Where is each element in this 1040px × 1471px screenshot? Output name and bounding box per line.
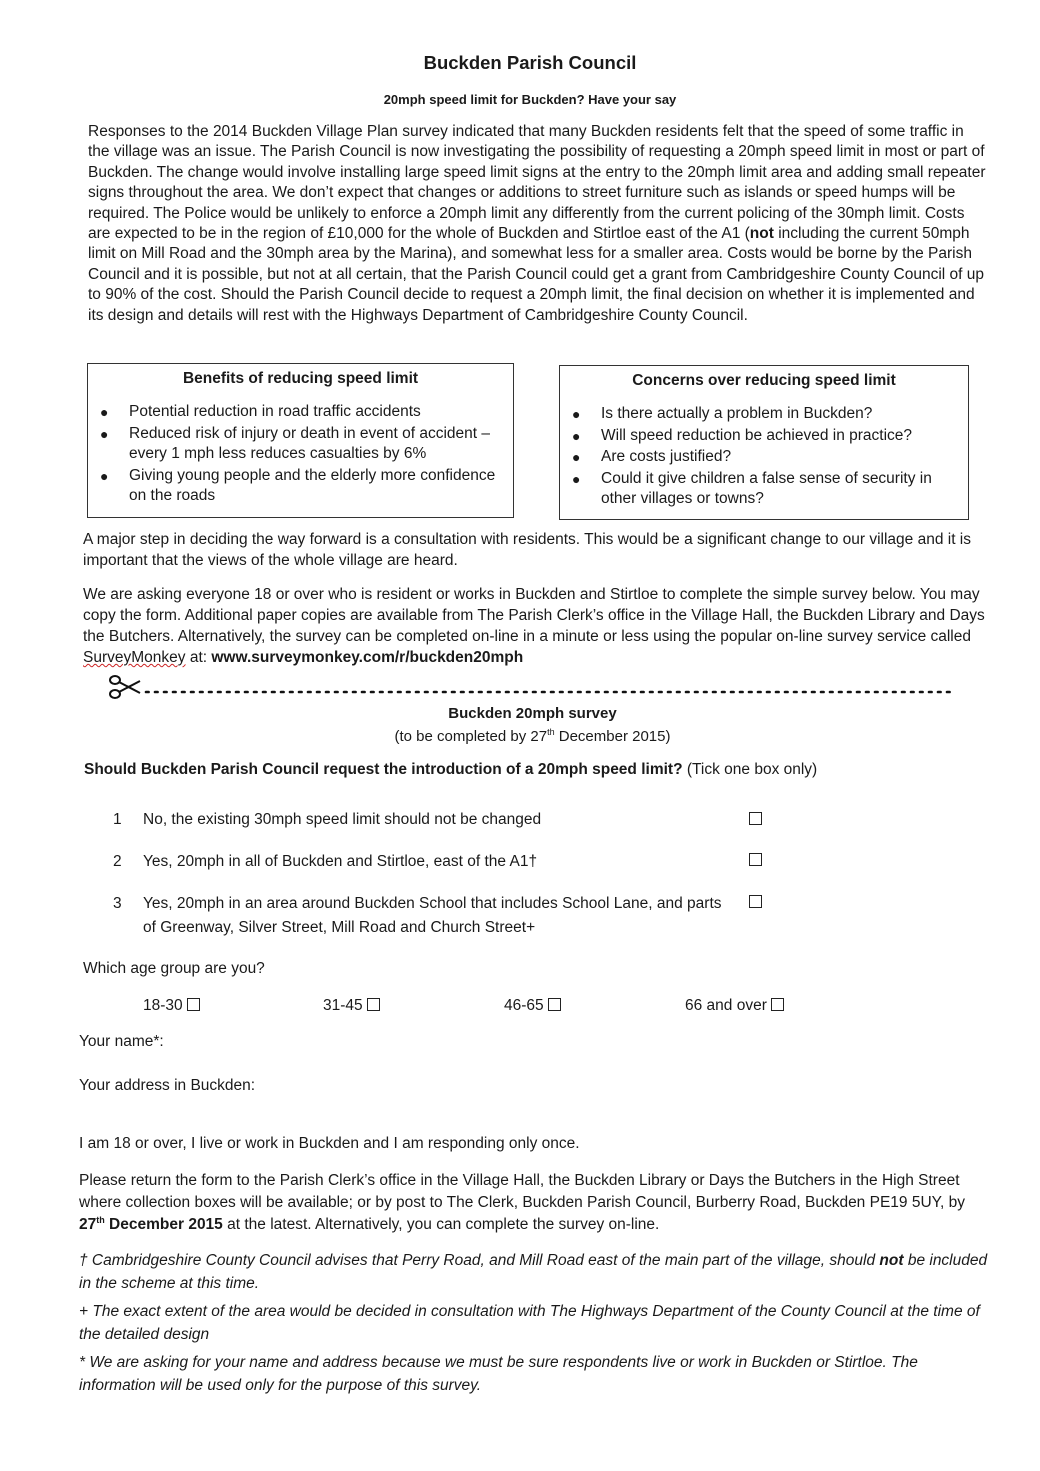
intro-paragraph: Responses to the 2014 Buckden Village Plan survey indicated that many Buckden residents felt that the speed of some traffic in the village was an issue. The Parish Council is now investigating the possibility of requesting a 20mph speed limit in most or part of Buckden. The change would involve installing large speed limit signs at the entry to the 20mph limit area and adding small repeater signs throughout the area. We don’t expect that changes or additions to street furniture such as islands or speed humps will be required. The Police would be unlikely to enforce a 20mph limit any differently from the current policing of the 30mph limit. Costs are expected to be in the region of £10,000 for the whole of Buckden and Stirtloe east of the A1 (not including the current 50mph limit on Mill Road and the 30mph area by the Marina), and somewhat less for a smaller area. Costs would be borne by the Parish Council and it is possible, but not at all certain, that the Parish Council could get a grant from Cambridgeshire County Council of up to 90% of the cost. Should the Parish Council decide to request a 20mph limit, the final decision on whether it is implemented and its design and details will rest with the Highways Department of Cambridgeshire County Council.	[88, 123, 986, 324]
survey-question: Should Buckden Parish Council request the introduction of a 20mph speed limit? (Tick one box only)	[84, 761, 818, 778]
list-item: ● Potential reduction in road traffic accidents	[129, 402, 513, 423]
age-option[interactable]: 18-30	[143, 997, 200, 1015]
bullet-icon: ●	[572, 449, 581, 465]
return-instructions: Please return the form to the Parish Clerk’s office in the Village Hall, the Buckden Library or Days the Butchers in the High Street where collection boxes will be available; or by post to The Clerk, Buckden Parish Council, Burberry Road, Buckden PE19 5UY, by 27th December 2015 at the latest. Alternatively, you can complete the survey on-line.	[79, 1172, 965, 1233]
option-3-checkbox[interactable]	[749, 895, 762, 908]
name-field-label[interactable]: Your name*:	[79, 1033, 164, 1050]
option-number: 2	[113, 853, 122, 870]
dagger-note: † Cambridgeshire County Council advises that Perry Road, and Mill Road east of the main part of the village, should not be included in the scheme at this time.	[79, 1252, 988, 1292]
benefits-box	[87, 363, 514, 518]
option-1-checkbox[interactable]	[749, 812, 762, 825]
survey-invitation-paragraph: We are asking everyone 18 or over who is resident or works in Buckden and Stirtloe to complete the simple survey below. You may copy the form. Additional paper copies are available from The Parish Clerk’s office in the Village Hall, the Buckden Library and Days the Butchers. Alternatively, the survey can be completed on-line in a minute or less using the popular on-line survey service called SurveyMonkey at: www.surveymonkey.com/r/buckden20mph	[83, 586, 985, 666]
age-31-45-checkbox[interactable]	[367, 998, 380, 1011]
survey-url[interactable]: www.surveymonkey.com/r/buckden20mph	[211, 649, 524, 666]
list-item: ● Are costs justified?	[601, 447, 968, 468]
option-number: 3	[113, 895, 122, 912]
option-text: No, the existing 30mph speed limit should not be changed	[143, 811, 542, 828]
benefits-title: Benefits of reducing speed limit	[182, 370, 419, 387]
page-title: Buckden Parish Council	[423, 52, 637, 73]
list-item: ● Giving young people and the elderly more confidence on the roads	[100, 466, 496, 504]
declaration: I am 18 or over, I live or work in Buckden and I am responding only once.	[79, 1135, 580, 1152]
plus-note: + The exact extent of the area would be decided in consultation with The Highways Department of the County Council at the time of the detailed design	[79, 1303, 980, 1343]
concerns-box	[559, 365, 969, 520]
survey-title: Buckden 20mph survey	[448, 705, 617, 722]
option-number: 1	[113, 811, 122, 828]
bullet-icon: ●	[572, 470, 581, 487]
age-18-30-checkbox[interactable]	[187, 998, 200, 1011]
list-item: ● Is there actually a problem in Buckden?	[601, 404, 968, 425]
page-subtitle: 20mph speed limit for Buckden? Have your say	[383, 92, 677, 107]
option-text: Yes, 20mph in all of Buckden and Stirtloe, east of the A1†	[143, 853, 538, 870]
service-name: SurveyMonkey	[83, 649, 186, 666]
age-option[interactable]: 46-65	[504, 997, 561, 1015]
asterisk-note: * We are asking for your name and address because we must be sure respondents live or work in Buckden or Stirtloe. The information will be used only for the purpose of this survey.	[79, 1354, 918, 1394]
age-46-65-checkbox[interactable]	[548, 998, 561, 1011]
list-item: ● Could it give children a false sense of security in other villages or towns?	[572, 469, 932, 507]
scissors-icon	[108, 672, 958, 702]
consultation-paragraph: A major step in deciding the way forward is a consultation with residents. This would be a significant change to our village and it is important that the views of the whole village are heard.	[83, 531, 972, 569]
age-option[interactable]: 66 and over	[685, 997, 784, 1015]
address-field-label[interactable]: Your address in Buckden:	[79, 1077, 256, 1094]
list-item: ● Reduced risk of injury or death in event of accident – every 1 mph less reduces casualties by 6%	[100, 424, 491, 462]
option-text: Yes, 20mph in an area around Buckden School that includes School Lane, and parts of Greenway, Silver Street, Mill Road and Church Street+	[143, 895, 722, 936]
age-question: Which age group are you?	[83, 960, 265, 977]
bullet-icon: ●	[100, 404, 109, 420]
bullet-icon: ●	[572, 406, 581, 422]
age-66-over-checkbox[interactable]	[771, 998, 784, 1011]
bullet-icon: ●	[572, 427, 581, 444]
bullet-icon: ●	[100, 467, 109, 484]
list-item: ● Will speed reduction be achieved in practice?	[601, 426, 968, 447]
bullet-icon: ●	[100, 425, 109, 442]
concerns-title: Concerns over reducing speed limit	[632, 372, 896, 389]
option-2-checkbox[interactable]	[749, 853, 762, 866]
cut-line	[108, 672, 958, 702]
survey-deadline: (to be completed by 27th December 2015)	[394, 727, 671, 745]
age-option[interactable]: 31-45	[323, 997, 380, 1015]
